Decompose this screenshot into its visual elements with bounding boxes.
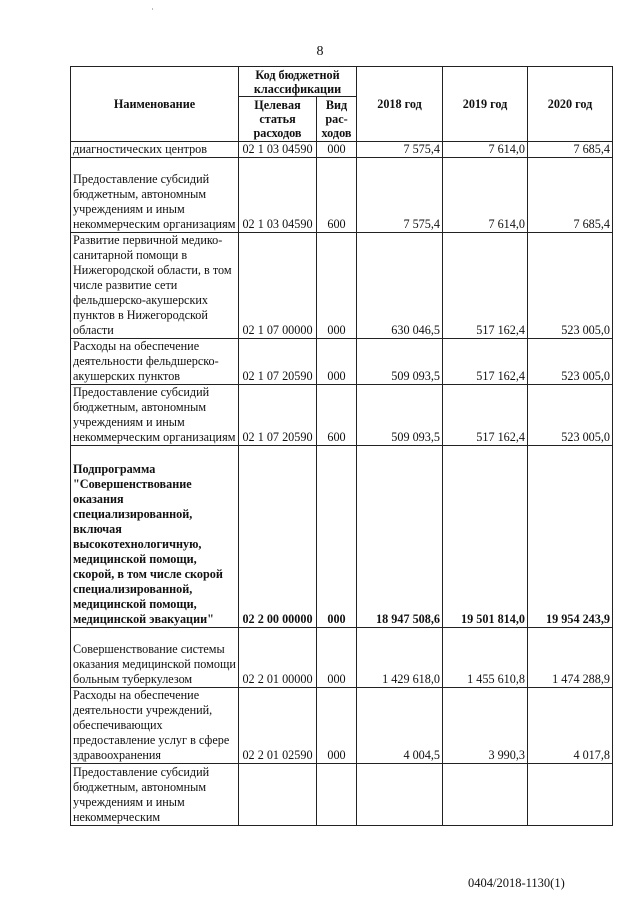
table-row bbox=[71, 764, 613, 826]
row-amount-2018-cell: 1 429 618,0 bbox=[357, 628, 443, 688]
table-row bbox=[71, 158, 613, 233]
row-target-code-cell: 02 1 07 20590 bbox=[239, 385, 317, 446]
row-expense-type-cell: 000 bbox=[317, 142, 357, 158]
row-target-code-cell bbox=[239, 764, 317, 826]
row-expense-type-cell: 600 bbox=[317, 158, 357, 233]
table-row bbox=[71, 142, 613, 158]
row-amount-2019-cell: 7 614,0 bbox=[443, 142, 528, 158]
row-amount-2018-cell: 7 575,4 bbox=[357, 158, 443, 233]
row-expense-type-cell: 000 bbox=[317, 446, 357, 628]
table-body bbox=[71, 142, 613, 826]
row-name-cell: Предоставление субсидий бюджетным, автономным учреждениям и иным некоммерческим bbox=[71, 764, 239, 826]
row-amount-2018-cell: 630 046,5 bbox=[357, 233, 443, 339]
row-amount-2018-cell: 18 947 508,6 bbox=[357, 446, 443, 628]
row-amount-2019-cell: 517 162,4 bbox=[443, 385, 528, 446]
row-amount-2020-cell: 523 005,0 bbox=[528, 233, 613, 339]
row-name-cell: диагностических центров bbox=[71, 142, 239, 158]
row-expense-type-cell: 000 bbox=[317, 688, 357, 764]
row-amount-2020-cell: 523 005,0 bbox=[528, 385, 613, 446]
row-expense-type-cell: 000 bbox=[317, 233, 357, 339]
row-name-cell: Совершенствование системы оказания медицинской помощи больным туберкулезом bbox=[71, 628, 239, 688]
row-name-cell: Расходы на обеспечение деятельности учреждений, обеспечивающих предоставление услуг в сфере здравоохранения bbox=[71, 688, 239, 764]
table-row bbox=[71, 233, 613, 339]
row-amount-2019-cell: 517 162,4 bbox=[443, 339, 528, 385]
row-expense-type-cell: 600 bbox=[317, 385, 357, 446]
row-amount-2020-cell bbox=[528, 764, 613, 826]
row-target-code-cell: 02 1 03 04590 bbox=[239, 158, 317, 233]
row-name-cell: Предоставление субсидий бюджетным, автономным учреждениям и иным некоммерческим организациям bbox=[71, 385, 239, 446]
header-year-2019: 2019 год bbox=[443, 67, 528, 142]
row-target-code-cell: 02 1 07 20590 bbox=[239, 339, 317, 385]
row-amount-2020-cell: 7 685,4 bbox=[528, 158, 613, 233]
row-target-code-cell: 02 2 01 00000 bbox=[239, 628, 317, 688]
row-amount-2019-cell: 3 990,3 bbox=[443, 688, 528, 764]
table-row bbox=[71, 339, 613, 385]
row-amount-2018-cell: 509 093,5 bbox=[357, 385, 443, 446]
row-target-code-cell: 02 1 07 00000 bbox=[239, 233, 317, 339]
row-target-code-cell: 02 2 00 00000 bbox=[239, 446, 317, 628]
header-year-2020: 2020 год bbox=[528, 67, 613, 142]
row-amount-2018-cell: 4 004,5 bbox=[357, 688, 443, 764]
scan-mark bbox=[152, 8, 153, 10]
header-code-group: Код бюджетной классификации bbox=[239, 67, 357, 97]
row-expense-type-cell: 000 bbox=[317, 628, 357, 688]
document-number: 0404/2018-1130(1) bbox=[468, 876, 565, 890]
row-amount-2018-cell bbox=[357, 764, 443, 826]
row-amount-2020-cell: 7 685,4 bbox=[528, 142, 613, 158]
row-target-code-cell: 02 1 03 04590 bbox=[239, 142, 317, 158]
row-amount-2019-cell: 517 162,4 bbox=[443, 233, 528, 339]
row-amount-2019-cell: 7 614,0 bbox=[443, 158, 528, 233]
header-name: Наименование bbox=[71, 67, 239, 142]
row-name-cell: Подпрограмма "Совершенствование оказания специализированной, включая высокотехнологичную, медицинской помощи, скорой, в том числе скорой специализированной, медицинской помощи, медицинской эвакуации" bbox=[71, 446, 239, 628]
row-name-cell: Расходы на обеспечение деятельности фельдшерско-акушерских пунктов bbox=[71, 339, 239, 385]
page-number: 8 bbox=[316, 44, 324, 59]
header-year-2018: 2018 год bbox=[357, 67, 443, 142]
table-row bbox=[71, 628, 613, 688]
row-amount-2020-cell: 19 954 243,9 bbox=[528, 446, 613, 628]
row-amount-2020-cell: 4 017,8 bbox=[528, 688, 613, 764]
row-target-code-cell: 02 2 01 02590 bbox=[239, 688, 317, 764]
row-amount-2018-cell: 7 575,4 bbox=[357, 142, 443, 158]
row-amount-2018-cell: 509 093,5 bbox=[357, 339, 443, 385]
row-amount-2020-cell: 1 474 288,9 bbox=[528, 628, 613, 688]
row-amount-2019-cell: 19 501 814,0 bbox=[443, 446, 528, 628]
row-expense-type-cell bbox=[317, 764, 357, 826]
row-expense-type-cell: 000 bbox=[317, 339, 357, 385]
table-row bbox=[71, 688, 613, 764]
row-amount-2019-cell bbox=[443, 764, 528, 826]
header-target-article: Целевая статья расходов bbox=[239, 97, 317, 142]
row-amount-2020-cell: 523 005,0 bbox=[528, 339, 613, 385]
table-row bbox=[71, 446, 613, 628]
row-amount-2019-cell: 1 455 610,8 bbox=[443, 628, 528, 688]
budget-table bbox=[70, 66, 613, 826]
row-name-cell: Предоставление субсидий бюджетным, автономным учреждениям и иным некоммерческим организациям bbox=[71, 158, 239, 233]
row-name-cell: Развитие первичной медико-санитарной помощи в Нижегородской области, в том числе развитие сети фельдшерско-акушерских пунктов в Нижегородской области bbox=[71, 233, 239, 339]
header-expense-type: Вид рас-ходов bbox=[317, 97, 357, 142]
table-row bbox=[71, 385, 613, 446]
